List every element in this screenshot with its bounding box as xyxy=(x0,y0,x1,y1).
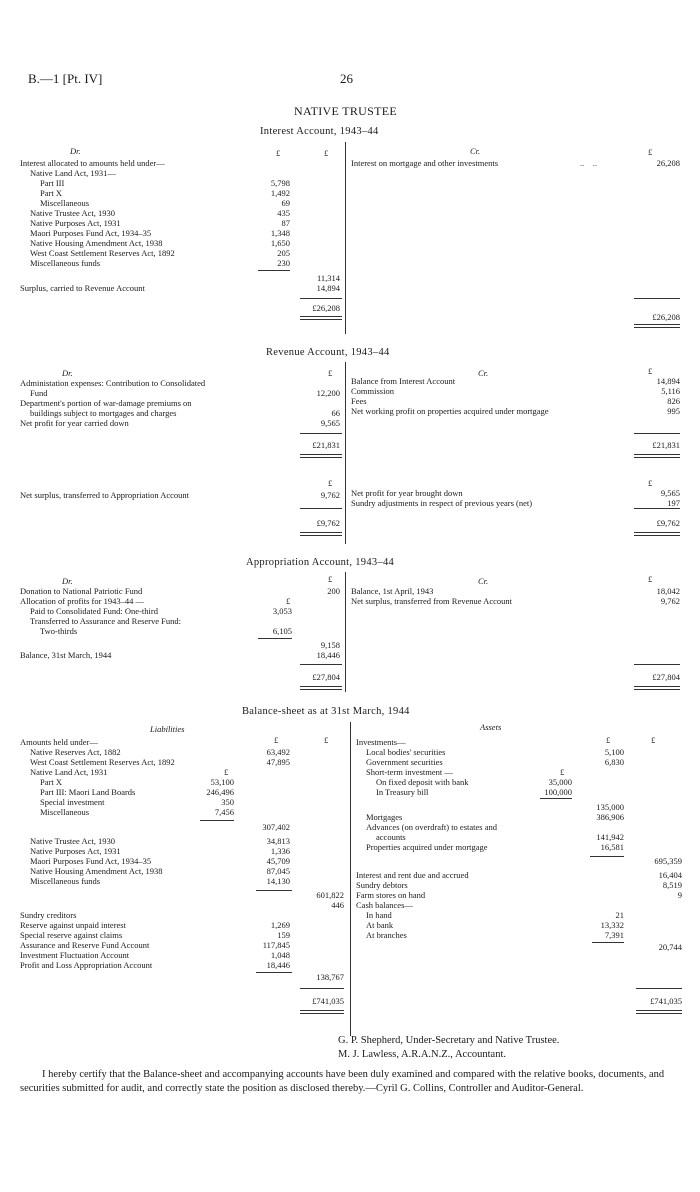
rule xyxy=(636,1010,682,1014)
interest-divider xyxy=(345,142,346,334)
liability-label: Profit and Loss Appropriation Account xyxy=(20,960,153,970)
liability-amount: 18,446 xyxy=(266,960,290,970)
revenue-net-surplus-label: Net surplus, transferred to Appropriation Account xyxy=(20,490,190,500)
rule xyxy=(634,532,680,536)
asset-label: At branches xyxy=(366,930,407,940)
appropriation-divider xyxy=(345,572,346,692)
rule xyxy=(300,454,342,458)
interest-debit-amount: 69 xyxy=(281,198,290,208)
revenue-debit-amount: 9,565 xyxy=(320,418,340,428)
interest-debit-label: Native Land Act, 1931— xyxy=(30,168,116,178)
asset-label: At bank xyxy=(366,920,394,930)
liability-amount: 446 xyxy=(331,900,344,910)
asset-label: Government securities xyxy=(366,757,443,767)
asset-label: Interest and rent due and accrued xyxy=(356,870,469,880)
revenue-debit-amount: 66 xyxy=(331,408,340,418)
interest-debit-amount: 87 xyxy=(281,218,290,228)
rule xyxy=(300,433,342,434)
revenue-debit-label: Net profit for year carried down xyxy=(20,418,129,428)
interest-debit-label: Miscellaneous xyxy=(40,198,90,208)
currency-symbol: £ xyxy=(224,767,229,777)
liabilities-total: £741,035 xyxy=(312,996,344,1006)
interest-debit-amount: 230 xyxy=(277,258,290,268)
rule xyxy=(634,433,680,434)
interest-debit-amount: 1,650 xyxy=(270,238,290,248)
appropriation-credit-label: Net surplus, transferred from Revenue Account xyxy=(351,596,512,606)
interest-credit: 26,208 xyxy=(656,158,680,168)
revenue-credit2-amount: 9,565 xyxy=(660,488,680,498)
revenue-credit-amount: 995 xyxy=(667,406,680,416)
interest-cr-label: Cr. xyxy=(470,146,481,156)
asset-label: Cash balances— xyxy=(356,900,413,910)
asset-amount: 6,830 xyxy=(604,757,624,767)
liability-label: Part X xyxy=(40,777,62,787)
rule xyxy=(300,664,342,665)
appropriation-credit-label: Balance, 1st April, 1943 xyxy=(351,586,434,596)
rule xyxy=(300,298,342,299)
revenue-credit2-label: Sundry adjustments in respect of previous years (net) xyxy=(351,498,533,508)
revenue-credit-amount: 5,116 xyxy=(661,386,680,396)
revenue-cr-label: Cr. xyxy=(478,368,489,378)
liability-amount: 53,100 xyxy=(210,777,234,787)
interest-debit-label: Part III xyxy=(40,178,65,188)
revenue-heading: Revenue Account, 1943–44 xyxy=(266,347,390,358)
asset-amount: 7,391 xyxy=(604,930,624,940)
revenue-debit-label: buildings subject to mortgages and charges xyxy=(30,408,177,418)
balance-sheet-divider xyxy=(350,722,351,1036)
asset-amount: 100,000 xyxy=(544,787,572,797)
revenue-credit-label: Balance from Interest Account xyxy=(351,376,456,386)
currency-symbol: £ xyxy=(606,735,611,745)
rule xyxy=(634,664,680,665)
rule xyxy=(300,1010,344,1014)
liability-label: Reserve against unpaid interest xyxy=(20,920,126,930)
rule xyxy=(300,532,342,536)
page-number: 26 xyxy=(340,71,353,86)
revenue-credit-amount: 826 xyxy=(667,396,680,406)
liability-label: Native Reserves Act, 1882 xyxy=(30,747,121,757)
rule xyxy=(540,798,572,799)
revenue-credit-label: Commission xyxy=(351,386,394,396)
asset-amount: 141,942 xyxy=(596,832,624,842)
rule xyxy=(634,686,680,690)
liability-label: Native Land Act, 1931 xyxy=(30,767,108,777)
appropriation-debit-amount: 3,053 xyxy=(272,606,292,616)
liability-amount: 47,895 xyxy=(266,757,290,767)
interest-total-cr: £26,208 xyxy=(652,312,680,322)
asset-label: In Treasury bill xyxy=(376,787,429,797)
rule xyxy=(634,454,680,458)
liability-label: Miscellaneous xyxy=(40,807,90,817)
asset-amount: 135,000 xyxy=(596,802,624,812)
interest-debit-amount: 5,798 xyxy=(270,178,290,188)
liability-amount: 45,709 xyxy=(266,856,290,866)
rule xyxy=(634,298,680,299)
asset-label: Short-term investment — xyxy=(366,767,453,777)
liability-label: Investment Fluctuation Account xyxy=(20,950,130,960)
document-reference: B.—1 [Pt. IV] xyxy=(28,71,103,86)
revenue-total-cr: £21,831 xyxy=(652,440,680,450)
liability-label: Miscellaneous funds xyxy=(30,876,101,886)
liability-amount: 350 xyxy=(221,797,234,807)
interest-debit-label: Maori Purposes Fund Act, 1934–35 xyxy=(30,228,152,238)
interest-debit-label: Interest allocated to amounts held under— xyxy=(20,158,165,168)
interest-debit-label: West Coast Settlement Reserves Act, 1892 xyxy=(30,248,175,258)
revenue-total-cr2: £9,762 xyxy=(656,518,680,528)
asset-label: Advances (on overdraft) to estates and xyxy=(366,822,497,832)
revenue-credit-label: Fees xyxy=(351,396,367,406)
liability-amount: 1,269 xyxy=(270,920,290,930)
appropriation-debit-amount: 200 xyxy=(327,586,340,596)
revenue-debit-label: Fund xyxy=(30,388,48,398)
liability-amount: 87,045 xyxy=(266,866,290,876)
asset-amount: 8,519 xyxy=(662,880,682,890)
signature-accountant: M. J. Lawless, A.R.A.N.Z., Accountant. xyxy=(338,1049,506,1060)
liability-amount: 117,845 xyxy=(262,940,290,950)
currency-symbol: £ xyxy=(560,767,565,777)
rule xyxy=(256,890,292,891)
rule xyxy=(590,856,624,857)
appropriation-cr-label: Cr. xyxy=(478,576,489,586)
asset-label: Properties acquired under mortgage xyxy=(366,842,488,852)
rule xyxy=(634,508,680,509)
interest-debit-label: Native Purposes Act, 1931 xyxy=(30,218,121,228)
asset-label: accounts xyxy=(376,832,406,842)
revenue-credit-label: Net working profit on properties acquired under mortgage xyxy=(351,406,549,416)
currency-symbol: £ xyxy=(651,735,656,745)
revenue-credit2-amount: 197 xyxy=(667,498,680,508)
rule xyxy=(300,316,342,320)
rule xyxy=(258,638,292,639)
currency-symbol: £ xyxy=(648,478,653,488)
asset-amount: 16,404 xyxy=(658,870,682,880)
interest-subtotal: 11,314 xyxy=(316,273,340,283)
asset-amount: 386,906 xyxy=(596,812,624,822)
liability-label: Maori Purposes Fund Act, 1934–35 xyxy=(30,856,152,866)
rule xyxy=(258,270,290,271)
appropriation-debit-amount: 6,105 xyxy=(272,626,292,636)
interest-debit-label: Native Trustee Act, 1930 xyxy=(30,208,115,218)
appropriation-total-dr: £27,804 xyxy=(312,672,340,682)
asset-label: Investments— xyxy=(356,737,406,747)
audit-certificate: I hereby certify that the Balance-sheet and accompanying accounts have been duly examined and compared with the relative books, documents, and securities submitted for audit, and correctly state the position as disclosed thereby.—Cyril G. Collins, Controller and Auditor-General. xyxy=(20,1069,665,1094)
liability-amount: 14,130 xyxy=(266,876,290,886)
liabilities-heading: Liabilities xyxy=(150,724,185,734)
asset-amount: 20,744 xyxy=(658,942,682,952)
rule xyxy=(300,686,342,690)
interest-debit-amount: 205 xyxy=(277,248,290,258)
interest-debit-amount: 1,492 xyxy=(270,188,290,198)
revenue-debit-amount: 12,200 xyxy=(316,388,340,398)
interest-debit-label: Miscellaneous funds xyxy=(30,258,101,268)
liability-amount: 1,336 xyxy=(270,846,290,856)
asset-amount: 21 xyxy=(615,910,624,920)
asset-label: In hand xyxy=(366,910,392,920)
asset-label: Sundry debtors xyxy=(356,880,408,890)
liability-label: Special investment xyxy=(40,797,105,807)
appropriation-dr-label: Dr. xyxy=(62,576,73,586)
asset-amount: 35,000 xyxy=(548,777,572,787)
appropriation-credit-amount: 18,042 xyxy=(656,586,680,596)
appropriation-balance: 18,446 xyxy=(316,650,340,660)
revenue-credit2-label: Net profit for year brought down xyxy=(351,488,463,498)
appropriation-debit-label: Two-thirds xyxy=(40,626,78,636)
currency-symbol: £ xyxy=(648,574,653,584)
liability-label: Assurance and Reserve Fund Account xyxy=(20,940,150,950)
page-title: NATIVE TRUSTEE xyxy=(294,104,397,118)
liability-amount: 307,402 xyxy=(262,822,290,832)
currency-symbol: £ xyxy=(324,148,329,158)
signature-trustee: G. P. Shepherd, Under-Secretary and Native Trustee. xyxy=(338,1035,560,1046)
rule xyxy=(592,942,624,943)
currency-symbol: £ xyxy=(276,148,281,158)
currency-symbol: £ xyxy=(324,735,329,745)
revenue-total-dr: £21,831 xyxy=(312,440,340,450)
liability-label: Amounts held under— xyxy=(20,737,98,747)
interest-dr-label: Dr. xyxy=(70,146,81,156)
asset-label: Local bodies' securities xyxy=(366,747,446,757)
rule xyxy=(634,324,680,328)
rule xyxy=(636,988,682,989)
appropriation-debit-label: Paid to Consolidated Fund: One-third xyxy=(30,606,158,616)
liability-label: Native Trustee Act, 1930 xyxy=(30,836,115,846)
liability-label: Part III: Maori Land Boards xyxy=(40,787,136,797)
interest-debit-amount: 435 xyxy=(277,208,290,218)
asset-amount: 9 xyxy=(677,890,682,900)
interest-debit-label: Part X xyxy=(40,188,62,198)
rule xyxy=(300,508,342,509)
appropriation-balance-label: Balance, 31st March, 1944 xyxy=(20,650,112,660)
asset-label: On fixed deposit with bank xyxy=(376,777,469,787)
appropriation-debit-label: Transferred to Assurance and Reserve Fund: xyxy=(30,616,181,626)
liability-amount: 34,813 xyxy=(266,836,290,846)
currency-symbol: £ xyxy=(274,735,279,745)
asset-amount: 16,581 xyxy=(600,842,624,852)
currency-symbol: £ xyxy=(328,574,333,584)
rule xyxy=(256,972,292,973)
interest-total-dr: £26,208 xyxy=(312,303,340,313)
liability-amount: 138,767 xyxy=(316,972,344,982)
appropriation-alloc-total: 9,158 xyxy=(320,640,340,650)
revenue-total-dr2: £9,762 xyxy=(316,518,340,528)
asset-amount: 5,100 xyxy=(604,747,624,757)
asset-label: Mortgages xyxy=(366,812,403,822)
liability-amount: 63,492 xyxy=(266,747,290,757)
revenue-dr-label: Dr. xyxy=(62,368,73,378)
appropriation-total-cr: £27,804 xyxy=(652,672,680,682)
assets-total: £741,035 xyxy=(650,996,682,1006)
interest-debit-label: Native Housing Amendment Act, 1938 xyxy=(30,238,163,248)
liability-label: Special reserve against claims xyxy=(20,930,123,940)
rule xyxy=(200,820,234,821)
interest-heading: Interest Account, 1943–44 xyxy=(260,126,379,137)
liability-label: Native Purposes Act, 1931 xyxy=(30,846,121,856)
interest-credit-label: Interest on mortgage and other investments xyxy=(351,158,499,168)
revenue-divider xyxy=(345,362,346,544)
appropriation-credit-amount: 9,762 xyxy=(660,596,680,606)
revenue-net-surplus: 9,762 xyxy=(320,490,340,500)
liability-amount: 159 xyxy=(277,930,290,940)
revenue-debit-label: Administation expenses: Contribution to Consolidated xyxy=(20,378,206,388)
liability-amount: 7,456 xyxy=(214,807,234,817)
liability-label: Sundry creditors xyxy=(20,910,77,920)
leader-dots: .. .. xyxy=(580,158,597,168)
currency-symbol: £ xyxy=(648,366,653,376)
appropriation-debit-label: Allocation of profits for 1943–44 — xyxy=(20,596,144,606)
currency-symbol: £ xyxy=(328,368,333,378)
liability-amount: 246,496 xyxy=(206,787,234,797)
asset-label: Farm stores on hand xyxy=(356,890,426,900)
asset-amount: 13,332 xyxy=(600,920,624,930)
rule xyxy=(300,988,344,989)
currency-symbol: £ xyxy=(648,147,653,157)
revenue-debit-label: Department's portion of war-damage premiums on xyxy=(20,398,192,408)
currency-symbol: £ xyxy=(328,478,333,488)
appropriation-debit-label: Donation to National Patriotic Fund xyxy=(20,586,143,596)
liability-label: West Coast Settlement Reserves Act, 1892 xyxy=(30,757,175,767)
appropriation-heading: Appropriation Account, 1943–44 xyxy=(246,557,395,568)
interest-debit-amount: 1,348 xyxy=(270,228,290,238)
balance-sheet-heading: Balance-sheet as at 31st March, 1944 xyxy=(242,706,410,717)
revenue-credit-amount: 14,894 xyxy=(656,376,680,386)
liability-amount: 601,822 xyxy=(316,890,344,900)
asset-amount: 695,359 xyxy=(654,856,682,866)
interest-surplus-label: Surplus, carried to Revenue Account xyxy=(20,283,145,293)
assets-heading: Assets xyxy=(480,722,502,732)
currency-symbol: £ xyxy=(286,596,291,606)
liability-amount: 1,048 xyxy=(270,950,290,960)
interest-surplus: 14,894 xyxy=(316,283,340,293)
liability-label: Native Housing Amendment Act, 1938 xyxy=(30,866,163,876)
